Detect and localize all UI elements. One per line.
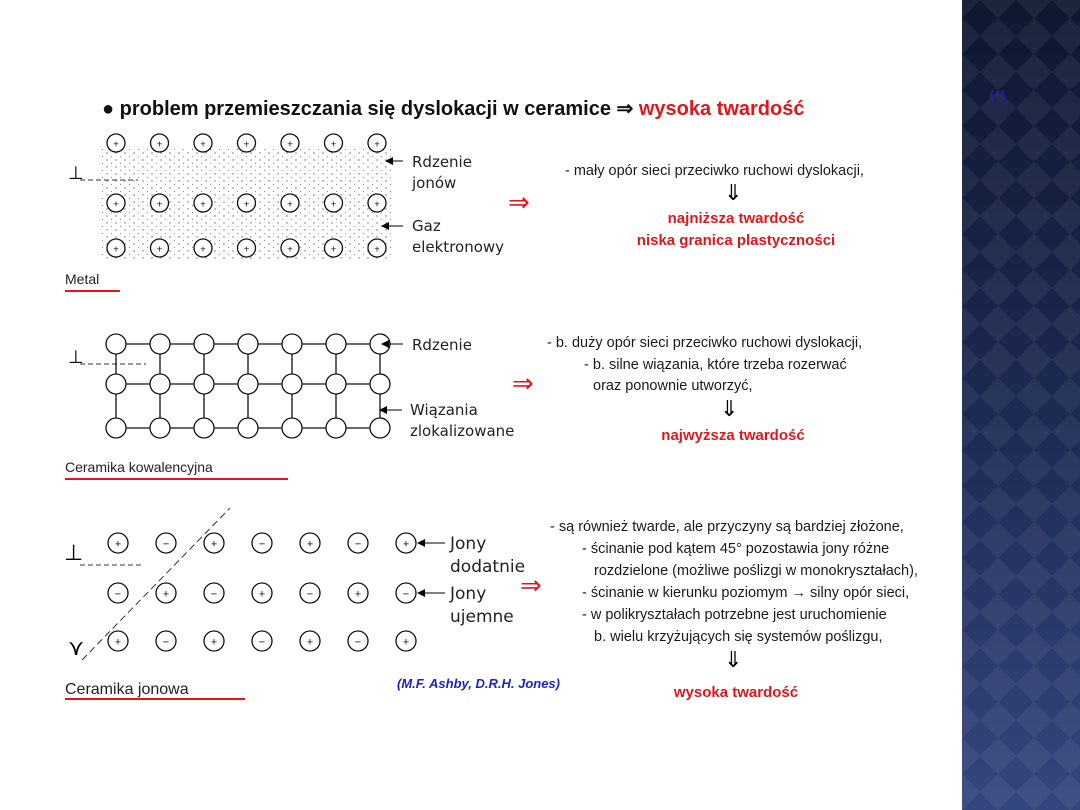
ion: [238, 194, 256, 212]
ion: [107, 134, 125, 152]
cov-desc-3: oraz ponownie utworzyć,: [593, 378, 753, 394]
atom-core: [150, 418, 170, 438]
atom-core: [238, 418, 258, 438]
ion: [348, 533, 368, 553]
metal-section: [65, 134, 864, 291]
diagram-canvas: [60, 88, 1020, 718]
atom-core: [194, 374, 214, 394]
ion-desc-1: - są również twarde, ale przyczyny są bardziej złożone,: [550, 519, 904, 535]
ion-sign: +: [200, 139, 206, 151]
ion-sign: +: [402, 538, 410, 551]
down-arrow: ⇓: [724, 647, 743, 672]
ion: [325, 134, 343, 152]
ion: [204, 583, 224, 603]
atom-core: [106, 374, 126, 394]
ion-sign: +: [113, 139, 119, 151]
ion: [348, 583, 368, 603]
atom-core: [150, 374, 170, 394]
ion-sign: +: [114, 636, 122, 649]
ion-sign: +: [354, 588, 362, 601]
atom-core: [106, 334, 126, 354]
dislocation-symbol: ⊥: [68, 163, 84, 183]
ion-sign: −: [258, 538, 266, 551]
label-cores: Rdzenie: [412, 336, 472, 354]
label-ions: jonów: [412, 174, 457, 192]
ion-sign: +: [374, 244, 380, 256]
dislocation-symbol-rotated: ⋎: [68, 635, 85, 660]
ion: [238, 239, 256, 257]
ion: [396, 631, 416, 651]
ion-desc-2: - ścinanie pod kątem 45° pozostawia jony różne: [582, 541, 890, 557]
atom-core: [370, 374, 390, 394]
corner-mark: (+): [990, 88, 1005, 102]
ion: [194, 134, 212, 152]
ion-sign: +: [210, 538, 218, 551]
ion: [107, 239, 125, 257]
ion-sign: −: [306, 588, 314, 601]
atom-core: [282, 418, 302, 438]
label-localized: zlokalizowane: [410, 422, 515, 440]
ion-sign: +: [156, 199, 163, 211]
ion: [238, 134, 256, 152]
ion: [156, 533, 176, 553]
ion-desc-5: - w polikryształach potrzebne jest uruchomienie: [582, 607, 887, 623]
ion-sign: +: [330, 139, 337, 151]
ion: [325, 194, 343, 212]
ion: [368, 194, 386, 212]
ion-desc-4: - ścinanie w kierunku poziomym → silny opór sieci,: [582, 585, 910, 601]
ion-sign: +: [113, 199, 119, 211]
ion-desc-3: rozdzielone (możliwe poślizgi w monokryształach),: [594, 563, 918, 579]
covalent-result: najwyższa twardość: [661, 427, 805, 444]
ion-sign: +: [287, 199, 293, 211]
ion: [368, 239, 386, 257]
ion-sign: +: [200, 244, 206, 256]
covalent-section: [65, 334, 862, 479]
ion: [300, 583, 320, 603]
atom-core: [326, 418, 346, 438]
ion: [151, 239, 169, 257]
ion: [281, 194, 299, 212]
ion-sign: +: [330, 244, 337, 256]
metal-desc: - mały opór sieci przeciwko ruchowi dyslokacji,: [565, 163, 864, 179]
ion: [252, 533, 272, 553]
label-electron: elektronowy: [412, 238, 505, 256]
ion-sign: +: [258, 588, 266, 601]
caption-metal: Metal: [65, 271, 100, 287]
ion-sign: +: [374, 199, 380, 211]
label-bonds: Wiązania: [410, 401, 478, 419]
implies-arrow: ⇒: [512, 368, 534, 398]
ion-sign: +: [210, 636, 218, 649]
caption-ionic: Ceramika jonowa: [65, 681, 189, 698]
ion: [368, 134, 386, 152]
ion: [325, 239, 343, 257]
down-arrow: ⇓: [720, 396, 739, 421]
implies-arrow: ⇒: [520, 570, 542, 600]
ion-desc-6: b. wielu krzyżujących się systemów poślizgu,: [594, 629, 883, 645]
ion-sign: −: [114, 588, 122, 601]
ion: [156, 583, 176, 603]
ion: [108, 631, 128, 651]
ion: [252, 631, 272, 651]
ion: [194, 239, 212, 257]
atom-core: [194, 334, 214, 354]
ion-sign: +: [374, 139, 380, 151]
ion-sign: +: [243, 244, 250, 256]
ion-sign: −: [354, 636, 362, 649]
atom-core: [238, 334, 258, 354]
metal-result: najniższa twardość: [667, 210, 805, 227]
label-pos-ions: Jony: [450, 534, 487, 554]
ion-sign: −: [354, 538, 362, 551]
ion-sign: +: [306, 538, 314, 551]
ionic-section: [64, 508, 918, 701]
label-positive: dodatnie: [450, 557, 526, 577]
ion-sign: +: [162, 588, 170, 601]
atom-core: [282, 334, 302, 354]
ion: [151, 194, 169, 212]
ion-sign: +: [287, 244, 293, 256]
ion-sign: +: [156, 139, 163, 151]
ion-sign: −: [402, 588, 410, 601]
ion: [281, 134, 299, 152]
ion-sign: +: [402, 636, 410, 649]
label-negative: ujemne: [450, 607, 514, 627]
ion-sign: +: [200, 199, 206, 211]
atom-core: [150, 334, 170, 354]
ion: [300, 533, 320, 553]
cov-desc-1: - b. duży opór sieci przeciwko ruchowi dyslokacji,: [547, 335, 863, 351]
atom-core: [194, 418, 214, 438]
ion-sign: +: [114, 538, 122, 551]
ion-sign: −: [162, 538, 170, 551]
ion: [156, 631, 176, 651]
ion: [281, 239, 299, 257]
atom-core: [326, 374, 346, 394]
covalent-lattice: [106, 334, 390, 438]
ion-sign: +: [113, 244, 119, 256]
ion: [194, 194, 212, 212]
ion-sign: +: [156, 244, 163, 256]
metal-result-2: niska granica plastyczności: [636, 232, 836, 249]
ion: [396, 533, 416, 553]
ion-sign: −: [210, 588, 218, 601]
atom-core: [106, 418, 126, 438]
ion-sign: −: [162, 636, 170, 649]
caption-covalent: Ceramika kowalencyjna: [65, 459, 213, 475]
dislocation-symbol: ⊥: [64, 540, 84, 565]
ion: [348, 631, 368, 651]
label-gas: Gaz: [412, 217, 441, 235]
ion-sign: +: [243, 139, 250, 151]
arrowhead-icon: [417, 589, 425, 597]
down-arrow: ⇓: [724, 180, 743, 205]
dislocation-symbol: ⊥: [68, 347, 84, 367]
label-cores: Rdzenie: [412, 153, 472, 171]
ion-sign: +: [243, 199, 250, 211]
atom-core: [370, 418, 390, 438]
citation: (M.F. Ashby, D.R.H. Jones): [397, 676, 560, 691]
label-neg-ions: Jony: [450, 584, 487, 604]
ion: [300, 631, 320, 651]
ionic-grid: [108, 533, 416, 651]
arrowhead-icon: [417, 539, 425, 547]
implies-arrow: ⇒: [508, 187, 530, 217]
ionic-result: wysoka twardość: [673, 684, 799, 701]
page-title: ● problem przemieszczania się dyslokacji w ceramice ⇒ wysoka twardość: [102, 98, 805, 120]
atom-core: [238, 374, 258, 394]
ion-sign: +: [330, 199, 337, 211]
ion-sign: +: [306, 636, 314, 649]
ion: [107, 194, 125, 212]
atom-core: [326, 334, 346, 354]
ion: [204, 631, 224, 651]
slide-figure: [60, 88, 1020, 718]
ion: [396, 583, 416, 603]
ion-sign: −: [258, 636, 266, 649]
ion: [252, 583, 272, 603]
cov-desc-2: - b. silne wiązania, które trzeba rozerwać: [584, 357, 847, 373]
atom-core: [282, 374, 302, 394]
ion: [108, 533, 128, 553]
ion-sign: +: [287, 139, 293, 151]
ion: [151, 134, 169, 152]
ion: [108, 583, 128, 603]
ion: [204, 533, 224, 553]
